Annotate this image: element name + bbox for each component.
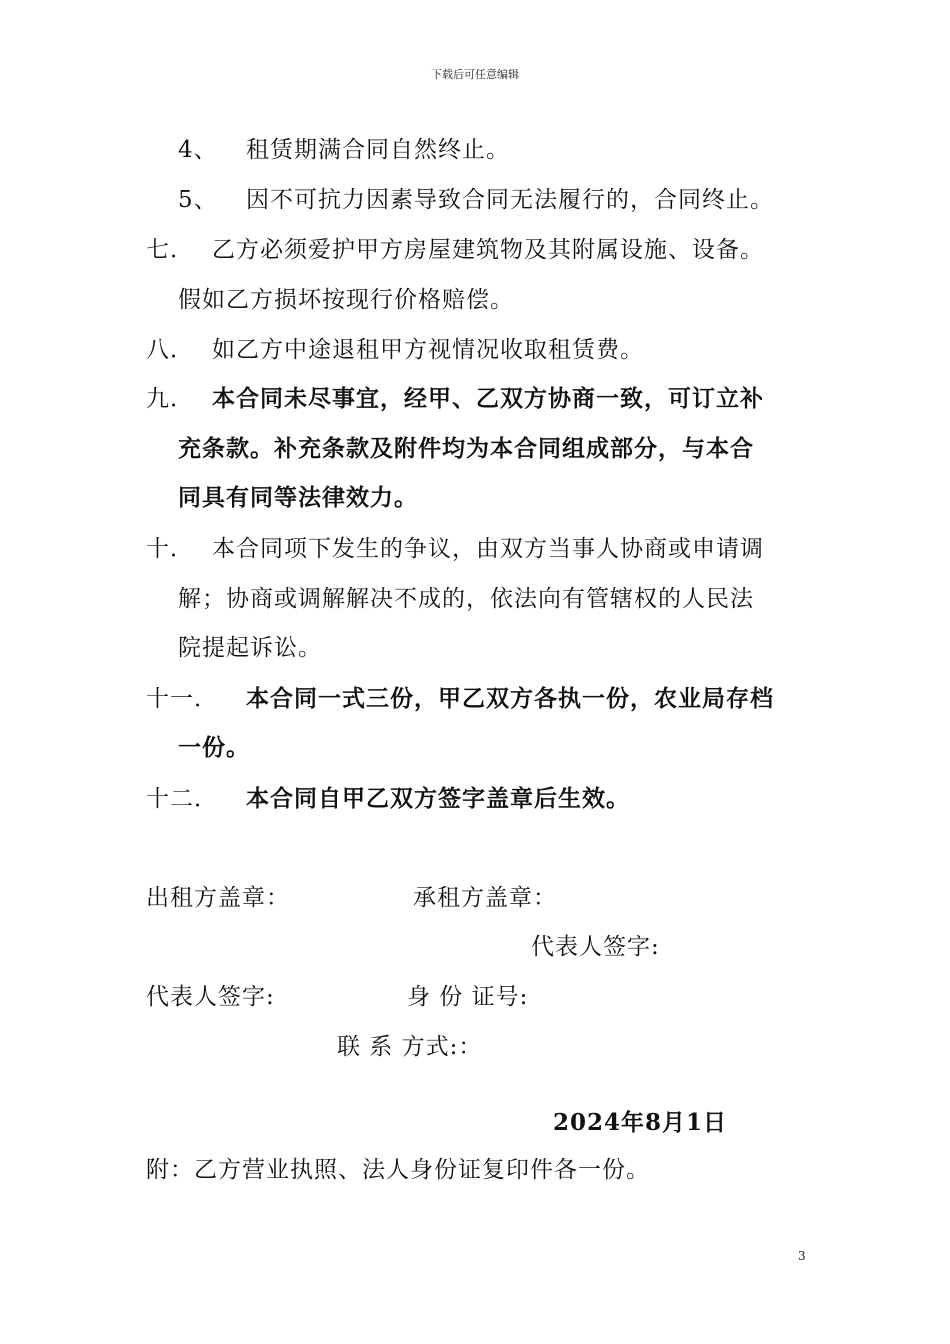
clause-10-number: 十． <box>146 536 194 562</box>
clause-10-line-3: 院提起诉讼。 <box>178 635 322 661</box>
clause-7-number: 七． <box>146 237 194 263</box>
clause-12-number: 十二． <box>146 786 218 812</box>
item-4-text: 租赁期满合同自然终止。 <box>246 137 510 163</box>
lessee-representative-label: 代表人签字: <box>531 934 660 960</box>
clause-9-line-2: 充条款。补充条款及附件均为本合同组成部分，与本合 <box>178 435 754 462</box>
clause-11-line-2: 一份。 <box>178 734 250 761</box>
lessor-seal-label: 出租方盖章： <box>146 885 290 911</box>
contract-date: 2024年8月1日 <box>553 1109 728 1136</box>
clause-11-number: 十一． <box>146 686 218 712</box>
lessor-representative-label: 代表人签字: <box>146 984 275 1010</box>
clause-9-number: 九． <box>146 386 194 412</box>
clause-9-line-3: 同具有同等法律效力。 <box>178 484 418 511</box>
lessee-seal-label: 承租方盖章： <box>413 885 557 911</box>
page-header: 下载后可任意编辑 <box>431 68 519 81</box>
clause-8-number: 八． <box>146 337 194 363</box>
item-5-number: 5、 <box>178 187 218 213</box>
item-4-number: 4、 <box>178 137 218 163</box>
clause-7-line-1: 乙方必须爱护甲方房屋建筑物及其附属设施、设备。 <box>212 237 764 263</box>
page-number: 3 <box>798 1249 806 1263</box>
clause-10-line-2: 解；协商或调解解决不成的，依法向有管辖权的人民法 <box>178 586 754 612</box>
clause-11-line-1: 本合同一式三份，甲乙双方各执一份，农业局存档 <box>246 685 774 712</box>
attachment-note: 附：乙方营业执照、法人身份证复印件各一份。 <box>146 1157 650 1183</box>
clause-8-text: 如乙方中途退租甲方视情况收取租赁费。 <box>212 337 644 363</box>
clause-10-line-1: 本合同项下发生的争议，由双方当事人协商或申请调 <box>212 536 764 562</box>
id-number-label: 身 份 证号: <box>407 984 529 1010</box>
item-5-text: 因不可抗力因素导致合同无法履行的，合同终止。 <box>246 187 774 213</box>
clause-12-text: 本合同自甲乙双方签字盖章后生效。 <box>246 785 630 812</box>
contact-label: 联 系 方式:： <box>337 1034 483 1060</box>
clause-9-line-1: 本合同未尽事宜，经甲、乙双方协商一致，可订立补 <box>212 385 764 412</box>
clause-7-line-2: 假如乙方损坏按现行价格赔偿。 <box>178 287 514 313</box>
